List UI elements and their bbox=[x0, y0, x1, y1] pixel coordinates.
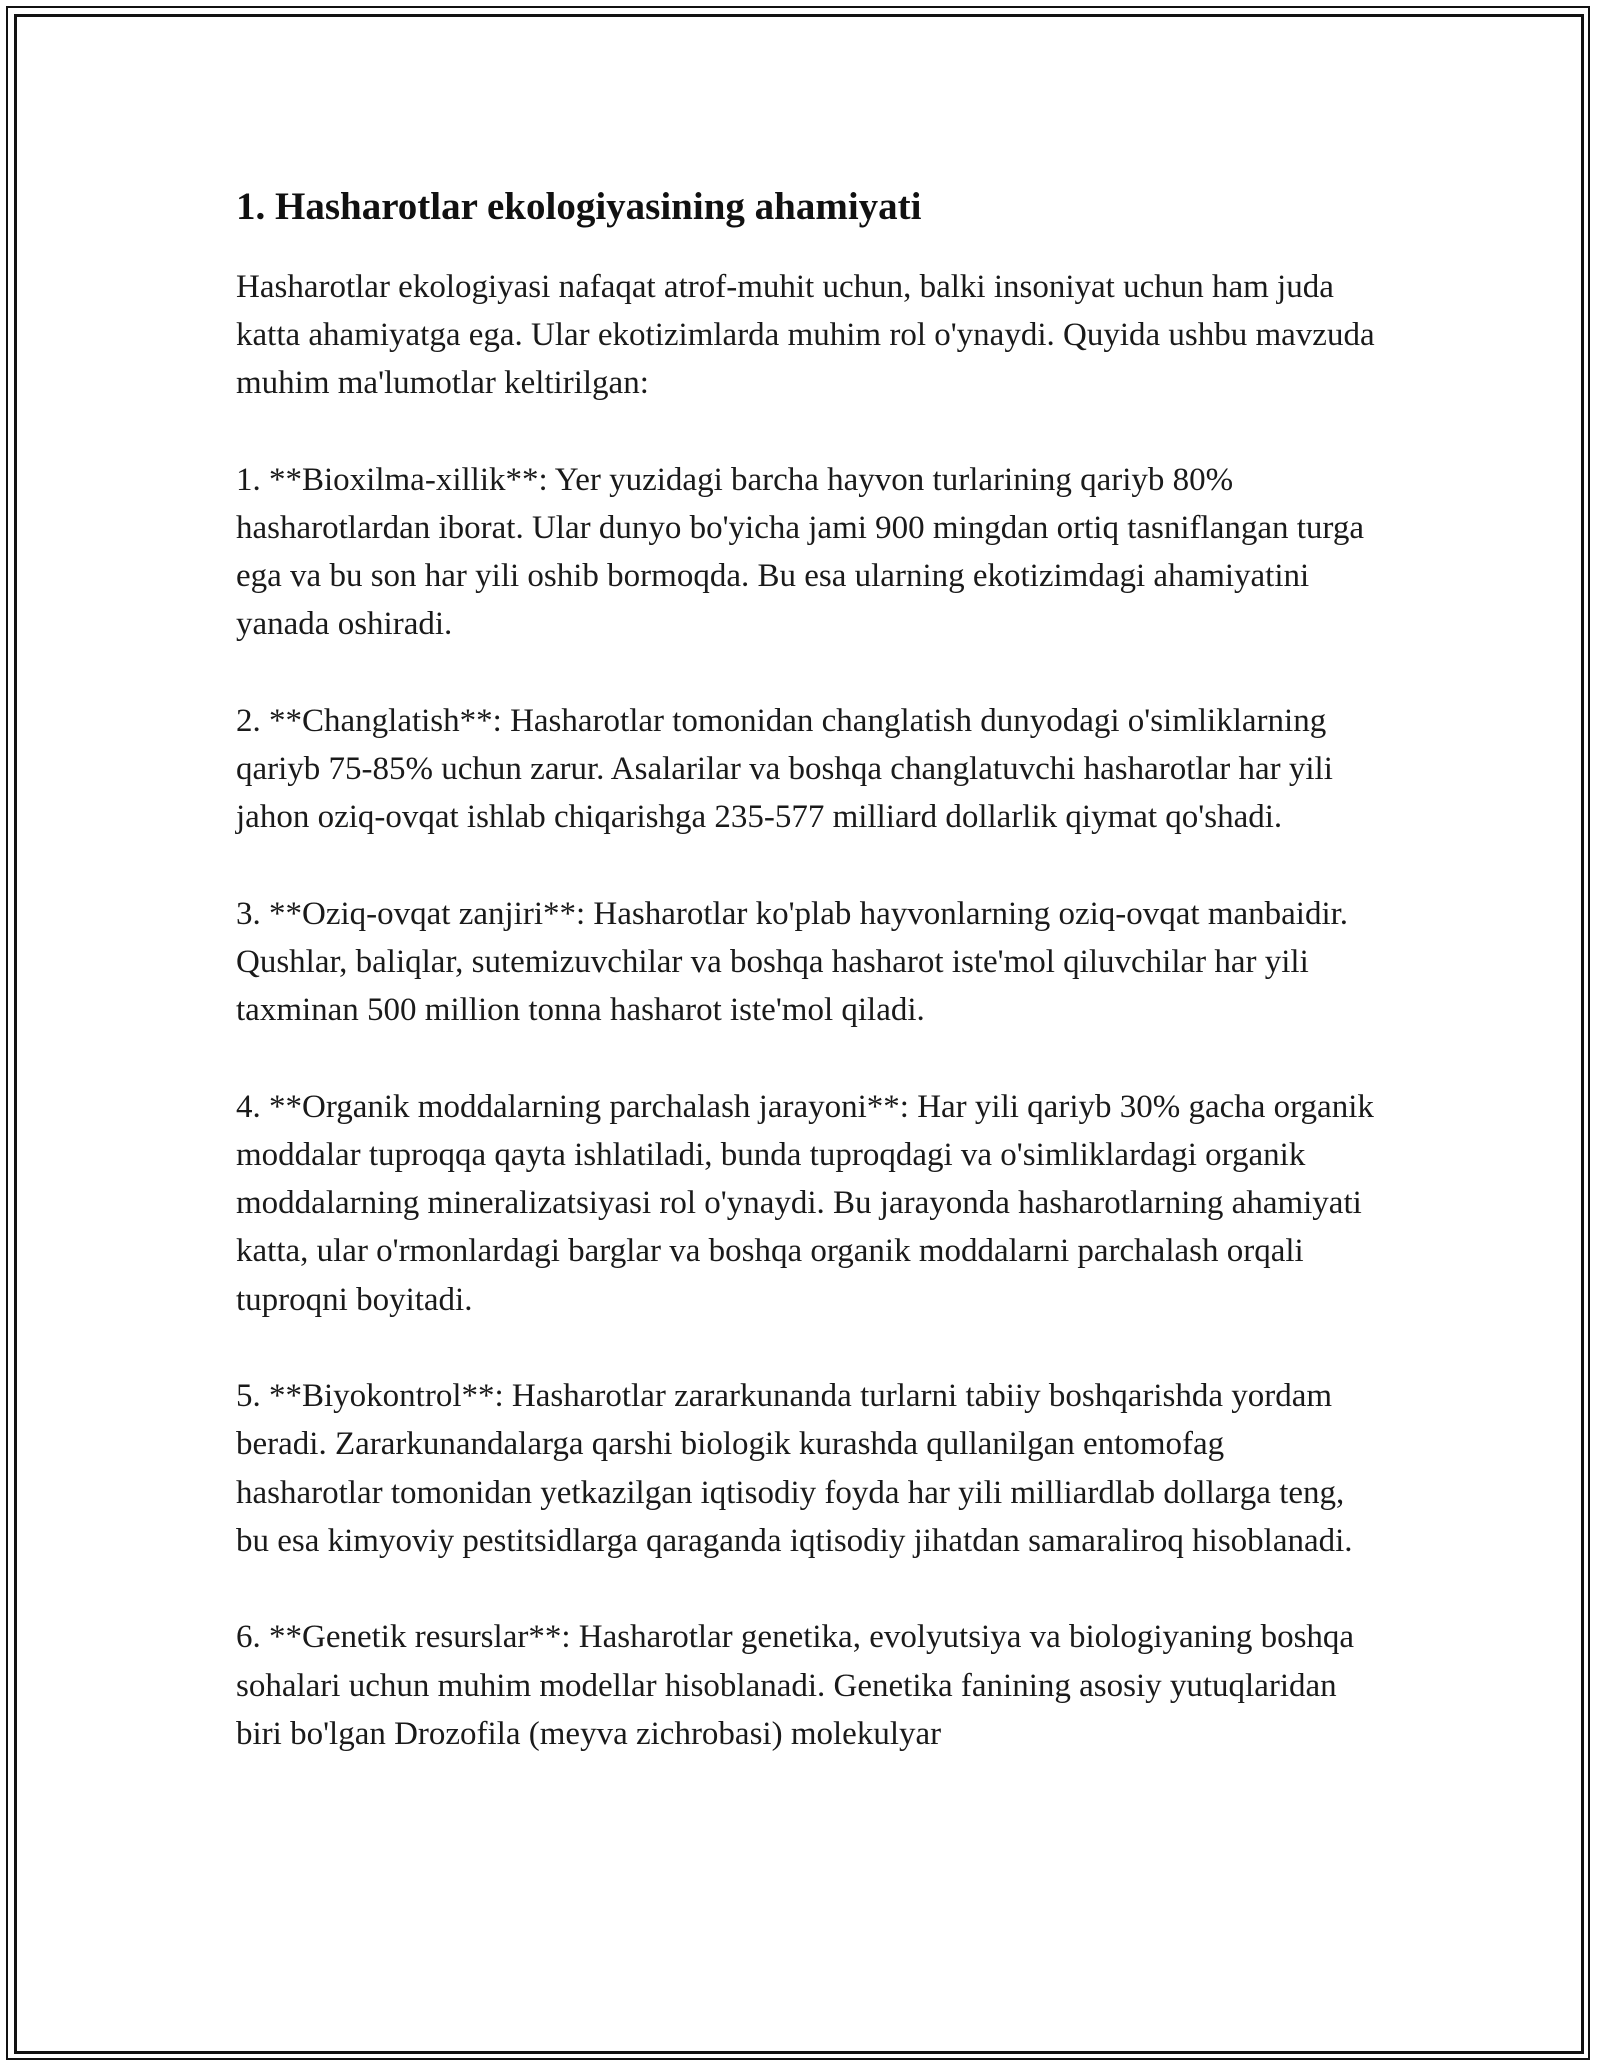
list-item-oziq-ovqat-zanjiri: 3. **Oziq-ovqat zanjiri**: Hasharotlar ko'plab hayvonlarning oziq-ovqat manbaidir. Qushlar, baliqlar, sutemizuvchilar va boshqa hasharot iste'mol qiluvchilar har yili taxminan 500 million tonna hasharot iste'mol qiladi. bbox=[236, 895, 1349, 1029]
section-heading: 1. Hasharotlar ekologiyasining ahamiyati bbox=[236, 185, 922, 228]
list-item-organik-moddalar: 4. **Organik moddalarning parchalash jarayoni**: Har yili qariyb 30% gacha organik moddalar tuproqqa qayta ishlatiladi, bunda tuproqdagi va o'simliklardagi organik moddalarning mineralizatsiyasi rol o'ynaydi. Bu jarayonda hasharotlarning ahamiyati katta, ular o'rmonlardagi barglar va boshqa organik moddalarni parchalash orqali tuproqni boyitadi. bbox=[236, 1088, 1374, 1318]
document-content bbox=[236, 182, 1376, 1806]
list-item-bioxilma-xillik: 1. **Bioxilma-xillik**: Yer yuzidagi barcha hayvon turlarining qariyb 80% hasharotlardan iborat. Ular dunyo bo'yicha jami 900 mingdan ortiq tasniflangan turga ega va bu son har yili oshib bormoqda. Bu esa ularning ekotizimdagi ahamiyatini yanada oshiradi. bbox=[236, 461, 1364, 643]
list-item-biyokontrol: 5. **Biyokontrol**: Hasharotlar zararkunanda turlarni tabiiy boshqarishda yordam beradi. Zararkunandalarga qarshi biologik kurashda qullanilgan entomofag hasharotlar tomonidan yetkazilgan iqtisodiy foyda har yili milliardlab dollarga teng, bu esa kimyoviy pestitsidlarga qaraganda iqtisodiy jihatdan samaraliroq hisoblanadi. bbox=[236, 1378, 1353, 1559]
intro-paragraph: Hasharotlar ekologiyasi nafaqat atrof-muhit uchun, balki insoniyat uchun ham juda katta ahamiyatga ega. Ular ekotizimlarda muhim rol o'ynaydi. Quyida ushbu mavzuda muhim ma'lumotlar keltirilgan: bbox=[236, 268, 1375, 402]
list-item-genetik-resurslar: 6. **Genetik resurslar**: Hasharotlar genetika, evolyutsiya va biologiyaning boshqa sohalari uchun muhim modellar hisoblanadi. Genetika fanining asosiy yutuqlaridan biri bo'lgan Drozofila (meyva zichrobasi) molekulyar bbox=[236, 1619, 1355, 1752]
list-item-changlatish: 2. **Changlatish**: Hasharotlar tomonidan changlatish dunyodagi o'simliklarning qariyb 75-85% uchun zarur. Asalarilar va boshqa changlatuvchi hasharotlar har yili jahon oziq-ovqat ishlab chiqarishga 235-577 milliard dollarlik qiymat qo'shadi. bbox=[236, 702, 1333, 836]
